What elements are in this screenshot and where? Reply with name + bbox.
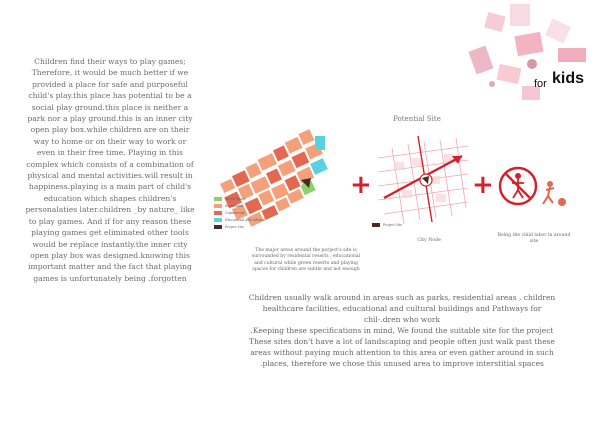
land-use-legend [214, 195, 265, 230]
land-use-caption: The major areas around the porject's site is surrounded by residental reserts , educational and cultural while green reserts and playing spaces for children are subtle and not enough [251, 248, 361, 273]
logo-kids: kids [552, 70, 585, 87]
legend-item [214, 202, 265, 209]
city-node-caption: City Node [417, 238, 441, 243]
legend-swatch [214, 211, 222, 215]
legend-item [214, 195, 265, 202]
site-description [244, 292, 560, 369]
child-labor-caption: Being the child labor in around site [497, 233, 571, 245]
legend-label: Project Site [225, 224, 244, 229]
legend-label: Project Site [383, 223, 402, 227]
legend-label: Commercial [225, 210, 245, 215]
legend-item [214, 216, 265, 223]
site-paragraph: .Keeping these specifications in mind, We found the suitable site for the project These sites don't have a lot of landscaping and people often just walk past these areas without paying much attention to this area or even gather around in such .places, therefore we chose this unused area to improve interstitial spaces [249, 326, 555, 368]
site-paragraph: Children usually walk around in areas such as parks, residential areas , children healthcare facilities, educational and cultural buildings and Pathways for chil-.dren who work [248, 293, 556, 324]
city-node-map [374, 128, 472, 228]
legend-swatch [214, 197, 222, 201]
legend-label: Green Space [225, 196, 246, 201]
legend-item [214, 209, 265, 216]
site-legend [372, 223, 402, 227]
plus-icon: + [472, 170, 494, 200]
intro-paragraph: Children find their ways to play games; Therefore, it would be much better if we provided a place for safe and purposeful child's play.this place has potential to be a social play ground.this place is neither a park nor a play ground.this is an inner city open play box.while children are on their way to home or on their way to work or even in their free time. Playing in this complex which consists of a combination of physical and mental activities.will result in happiness.playing is a main part of child's education which shapes children's personalaties later.children _by nature_ like to play games. And if for any reason these playing games get eliminated other tools would be replace instantly.the inner city open play box was designed.knowing this important matter and the fact that playing games is unfortunately being .forgotten [25, 57, 195, 283]
legend-label: Educational and cultural [225, 217, 265, 222]
plus-icon: + [350, 170, 372, 200]
legend-swatch [372, 223, 380, 227]
legend-swatch [214, 225, 222, 229]
legend-swatch [214, 218, 222, 222]
section-title: Potential Site [393, 115, 441, 123]
logo-for: for [534, 78, 547, 90]
legend-label: Residential [225, 203, 244, 208]
legend-item [214, 223, 265, 230]
legend-swatch [214, 204, 222, 208]
kids-logo-illustration [462, 4, 600, 114]
no-child-labor-icon [496, 162, 576, 212]
